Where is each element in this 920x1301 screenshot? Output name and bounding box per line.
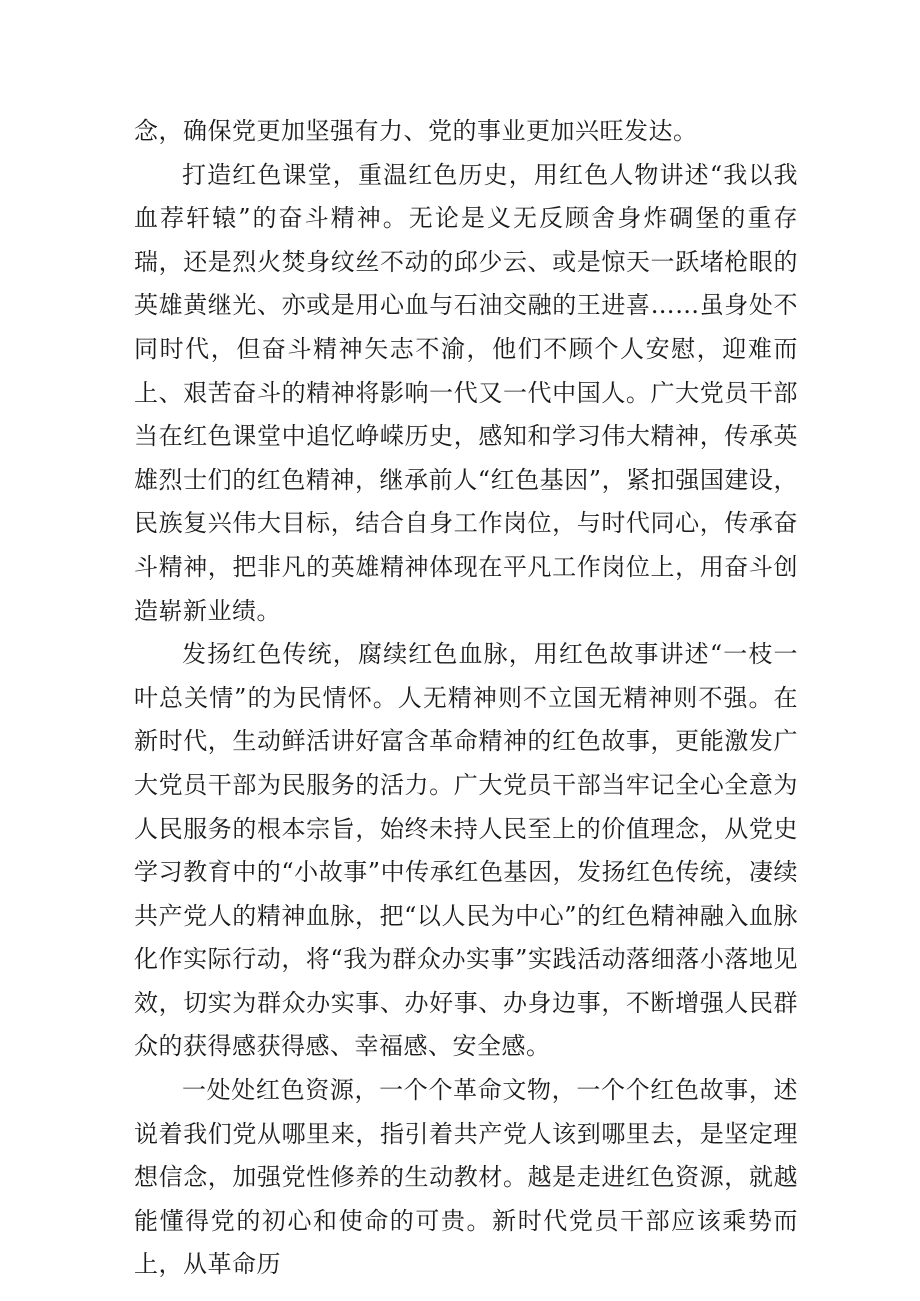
paragraph-1: 念，确保党更加坚强有力、党的事业更加兴旺发达。: [134, 117, 698, 145]
paragraph-2: 打造红色课堂，重温红色历史，用红色人物讲述“我以我血荐轩辕”的奋斗精神。无论是义无反顾舍身炸碉堡的重存瑞，还是烈火焚身纹丝不动的邱少云、或是惊天一跃堵枪眼的英雄黄继光、亦或是用心血与石油交融的王进喜……虽身处不同时代，但奋斗精神矢志不渝，他们不顾个人安慰，迎难而上、艰苦奋斗的精神将影响一代又一代中国人。广大党员干部当在红色课堂中追忆峥嵘历史，感知和学习伟大精神，传承英雄烈士们的红色精神，继承前人“红色基因”，紧扣强国建设，民族复兴伟大目标，结合自身工作岗位，与时代同心，传承奋斗精神，把非凡的英雄精神体现在平凡工作岗位上，用奋斗创造崭新业绩。: [134, 160, 798, 625]
paragraph-3: 发扬红色传统，腐续红色血脉，用红色故事讲述“一枝一叶总关情”的为民情怀。人无精神则不立国无精神则不强。在新时代，生动鲜活讲好富含革命精神的红色故事，更能激发广大党员干部为民服务的活力。广大党员干部当牢记全心全意为人民服务的根本宗旨，始终未持人民至上的价值理念，从党史学习教育中的“小故事”中传承红色基因，发扬红色传统，凄续共产党人的精神血脉，把“以人民为中心”的红色精神融入血脉化作实际行动，将“我为群众办实事”实践活动落细落小落地见效，切实为群众办实事、办好事、办身边事，不断增强人民群众的获得感获得感、幸福感、安全感。: [134, 640, 798, 1061]
paragraph-4: 一处处红色资源，一个个革命文物，一个个红色故事，述说着我们党从哪里来，指引着共产党人该到哪里去，是坚定理想信念，加强党性修养的生动教材。越是走进红色资源，就越能懂得党的初心和使命的可贵。新时代党员干部应该乘势而上，从革命历: [134, 1076, 798, 1279]
document-body: [134, 110, 798, 1287]
